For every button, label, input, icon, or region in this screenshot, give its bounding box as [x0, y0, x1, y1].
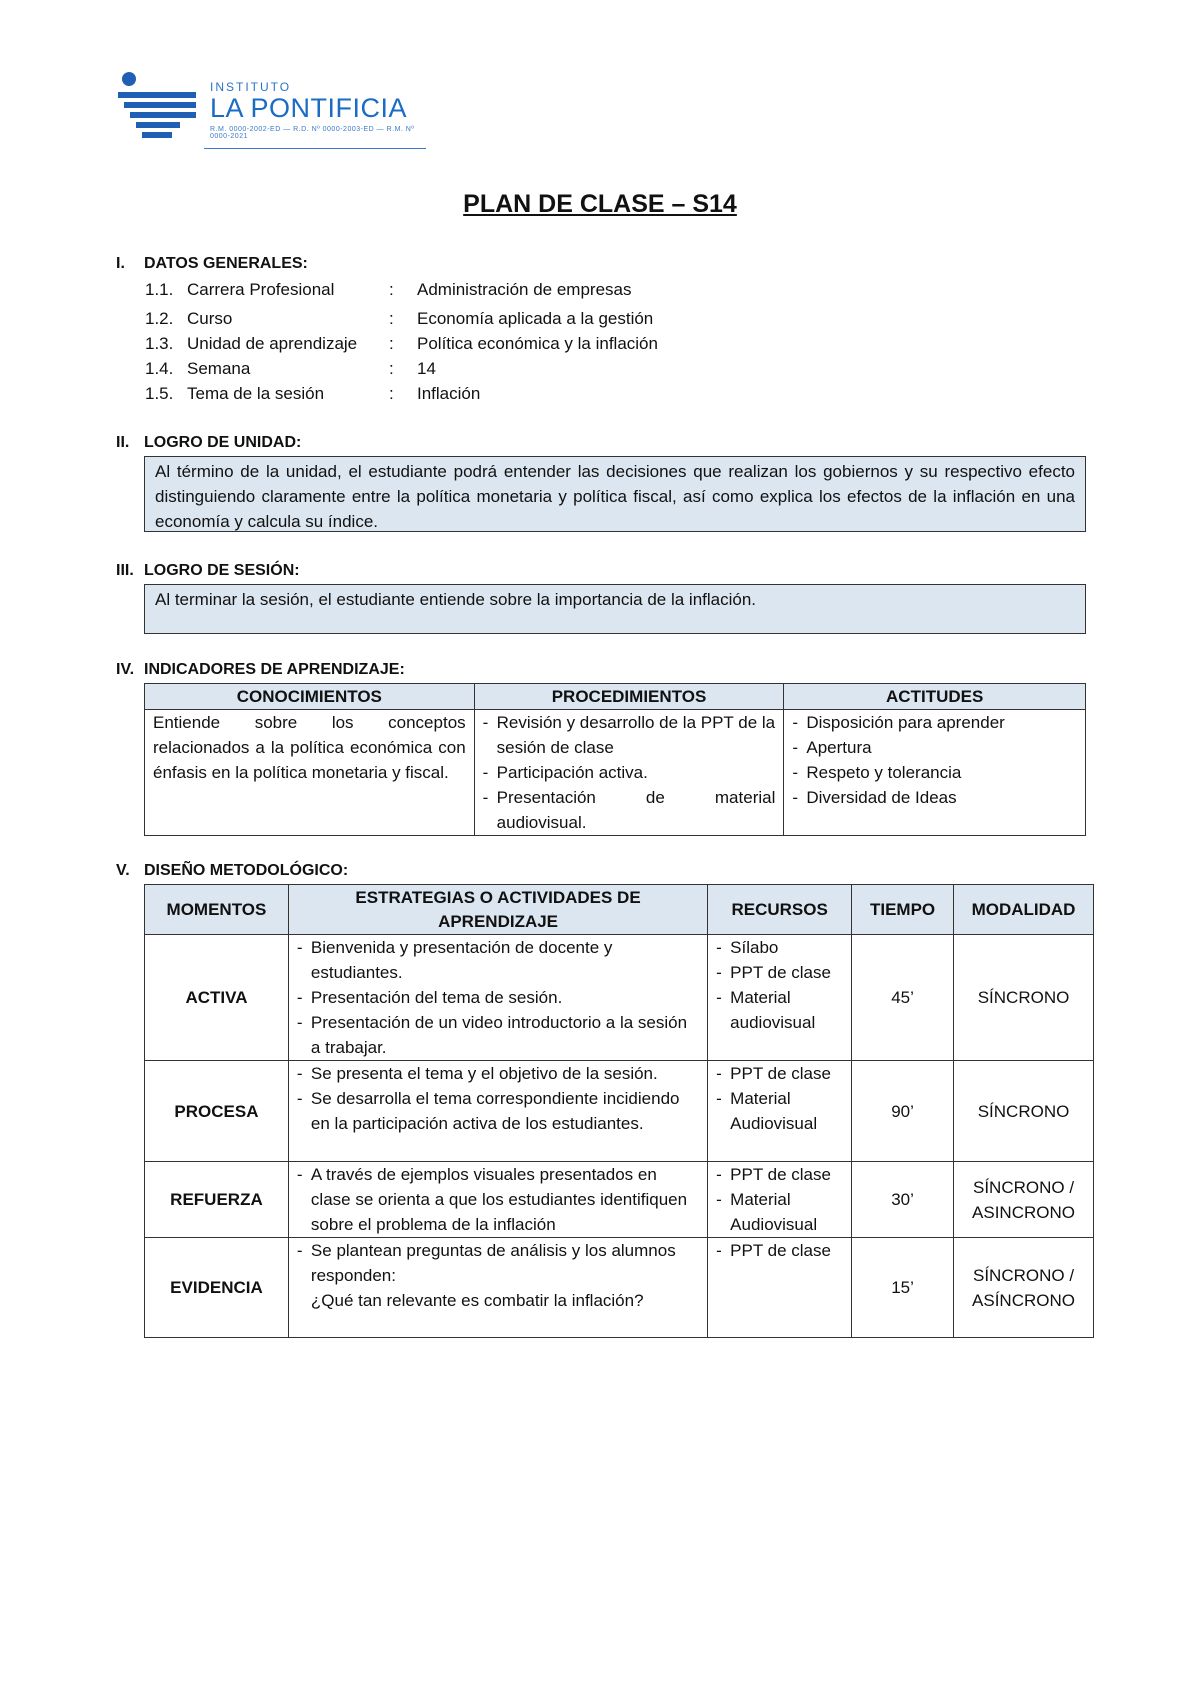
header-modalidad: MODALIDAD — [954, 885, 1094, 935]
list-item: - Sílabo — [716, 935, 843, 960]
document-page: INSTITUTO LA PONTIFICIA R.M. 0000-2002-ED — R.D. Nº 0000-2003-ED — R.M. Nº 0000-2021 PLAN DE CLASE – S14 I. DATOS GENERALES: 1.1. Carrera Profesional : Administración de empresas 1.2. Curso : Economía aplicada a la gestión 1.3. Unidad de aprendizaje : Política económica y la inflación 1.4. Semana : 14 1.5. Tema de la sesión : Inflación II. LOGRO DE UNIDAD: Al término de la unidad, el estudiante podrá entender las decisiones que realizan los gobiernos y su respectivo efecto distinguiendo claramente entre la política monetaria y política fiscal, así como explica los efectos de la inflación en una economía y calcula su índice. III. LOGRO DE SESIÓN: Al terminar la sesión, el estudiante entiende sobre la importancia de la inflación. IV. INDICADORES DE APRENDIZAJE: CONOCIMIENTOS PROCEDIMIENTOS ACTITUDES Entiende sobre los conceptos relacionados a la política económica con énfasis en la política monetaria y fiscal. - Revisión y desarrollo de la PPT de la sesión de clase - Participación activa. - Presentación de material audiovisual. - Disposición para aprender - Apertura - Respeto y tolerancia - Diversidad de Ideas V. DISEÑO METODOLÓGICO: MOMENTOS ESTRATEGIAS O ACTIVIDADES DE APRENDIZAJE RECURSOS TIEMPO MODALIDAD ACTIVA - Bienvenida y presentación de docente y estudiantes. - Presentación del tema de sesión. - Presentación de un video introductorio a la sesión a trabajar. - Sílabo - PPT de clase - Material audiovisual 45’ SÍNCRONO PROCESA - Se presenta el tema y el objetivo de la sesión. - Se desarrolla el tema correspondiente incidiendo en la participación activa de los estudiantes. - PPT de clase - Material Audiovisual 90’ SÍNCRONO REFUERZA - A través de ejemplos visuales presentados en clase se orienta a que los estudiantes identifiquen sobre el problema de la inflación - PPT de clase - Material Audiovisual 30’ SÍNCRONO / ASINCRONO EVIDENCIA - Se plantean preguntas de análisis y los alumnos responden: ¿Qué tan relevante es combatir la inflación? - PPT de clase 15’ SÍNCRONO / ASÍNCRONO — [0, 0, 1200, 1696]
table-row — [145, 935, 1094, 1061]
tiempo-cell: 15’ — [852, 1238, 954, 1338]
list-item: - Disposición para aprender — [792, 710, 1077, 735]
list-item: - Material audiovisual — [716, 985, 843, 1035]
logro-unidad-box: Al término de la unidad, el estudiante podrá entender las decisiones que realizan los gobiernos y su respectivo efecto distinguiendo claramente entre la política monetaria y política fiscal, así como explica los efectos de la inflación en una economía y calcula su índice. — [144, 456, 1086, 532]
momento-procesa: PROCESA — [145, 1061, 289, 1162]
table-row — [145, 1061, 1094, 1162]
tiempo-cell: 45’ — [852, 935, 954, 1061]
header-tiempo: TIEMPO — [852, 885, 954, 935]
conocimientos-cell: Entiende sobre los conceptos relacionados a la política económica con énfasis en la política monetaria y fiscal. — [145, 710, 475, 836]
logro-sesion-box: Al terminar la sesión, el estudiante entiende sobre la importancia de la inflación. — [144, 584, 1086, 634]
list-item: - PPT de clase — [716, 1238, 843, 1263]
logo-name: LA PONTIFICIA — [210, 93, 408, 123]
table-row — [145, 1162, 1094, 1238]
section-datos-generales: I. DATOS GENERALES: — [116, 255, 308, 272]
page-title: PLAN DE CLASE – S14 — [463, 190, 737, 218]
modalidad-cell: SÍNCRONO — [954, 935, 1094, 1061]
list-item: - Apertura — [792, 735, 1077, 760]
momento-evidencia: EVIDENCIA — [145, 1238, 289, 1338]
momento-activa: ACTIVA — [145, 935, 289, 1061]
ilp-logo-mark-icon — [118, 72, 200, 138]
list-item: - Revisión y desarrollo de la PPT de la sesión de clase — [483, 710, 776, 760]
list-item: - A través de ejemplos visuales presentados en clase se orienta a que los estudiantes identifiquen sobre el problema de la inflación — [297, 1162, 699, 1237]
list-item: - PPT de clase — [716, 1061, 843, 1086]
tiempo-cell: 30’ — [852, 1162, 954, 1238]
header-momentos: MOMENTOS — [145, 885, 289, 935]
actitudes-cell — [784, 710, 1086, 836]
list-item: - Se presenta el tema y el objetivo de la sesión. — [297, 1061, 699, 1086]
section-indicadores: IV. INDICADORES DE APRENDIZAJE: — [116, 661, 405, 678]
header-procedimientos: PROCEDIMIENTOS — [474, 684, 784, 710]
list-item: - Respeto y tolerancia — [792, 760, 1077, 785]
list-item: - Participación activa. — [483, 760, 776, 785]
evidencia-question: ¿Qué tan relevante es combatir la inflación? — [310, 1291, 644, 1310]
list-item: - PPT de clase — [716, 960, 843, 985]
tiempo-cell: 90’ — [852, 1061, 954, 1162]
modalidad-cell: SÍNCRONO — [954, 1061, 1094, 1162]
list-item: - Bienvenida y presentación de docente y estudiantes. — [297, 935, 699, 985]
procedimientos-cell — [474, 710, 784, 836]
header-conocimientos: CONOCIMIENTOS — [145, 684, 475, 710]
logo-registry: R.M. 0000-2002-ED — R.D. Nº 0000-2003-ED — R.M. Nº 0000-2021 — [210, 126, 415, 140]
list-item: - Presentación del tema de sesión. — [297, 985, 699, 1010]
modalidad-cell: SÍNCRONO / ASINCRONO — [954, 1162, 1094, 1238]
section-logro-unidad: II. LOGRO DE UNIDAD: — [116, 434, 302, 451]
header-actitudes: ACTITUDES — [784, 684, 1086, 710]
list-item: - PPT de clase — [716, 1162, 843, 1187]
list-item: - Se desarrolla el tema correspondiente incidiendo en la participación activa de los estudiantes. — [297, 1086, 699, 1136]
logo-small-text: INSTITUTO — [210, 80, 292, 94]
header-recursos: RECURSOS — [708, 885, 852, 935]
modalidad-cell: SÍNCRONO / ASÍNCRONO — [954, 1238, 1094, 1338]
list-item: - Se plantean preguntas de análisis y los alumnos responden: — [297, 1238, 699, 1288]
diseno-table — [144, 884, 1094, 1338]
list-item: - Material Audiovisual — [716, 1187, 843, 1237]
list-item: - Diversidad de Ideas — [792, 785, 1077, 810]
list-item: - Presentación de material audiovisual. — [483, 785, 776, 835]
institute-logo — [118, 72, 428, 152]
list-item: - Material Audiovisual — [716, 1086, 843, 1136]
indicadores-table — [144, 683, 1086, 836]
section-diseno: V. DISEÑO METODOLÓGICO: — [116, 862, 349, 879]
table-row — [145, 1238, 1094, 1338]
momento-refuerza: REFUERZA — [145, 1162, 289, 1238]
section-logro-sesion: III. LOGRO DE SESIÓN: — [116, 562, 300, 579]
list-item: - Presentación de un video introductorio a la sesión a trabajar. — [297, 1010, 699, 1060]
header-estrategias: ESTRATEGIAS O ACTIVIDADES DE APRENDIZAJE — [288, 885, 707, 935]
